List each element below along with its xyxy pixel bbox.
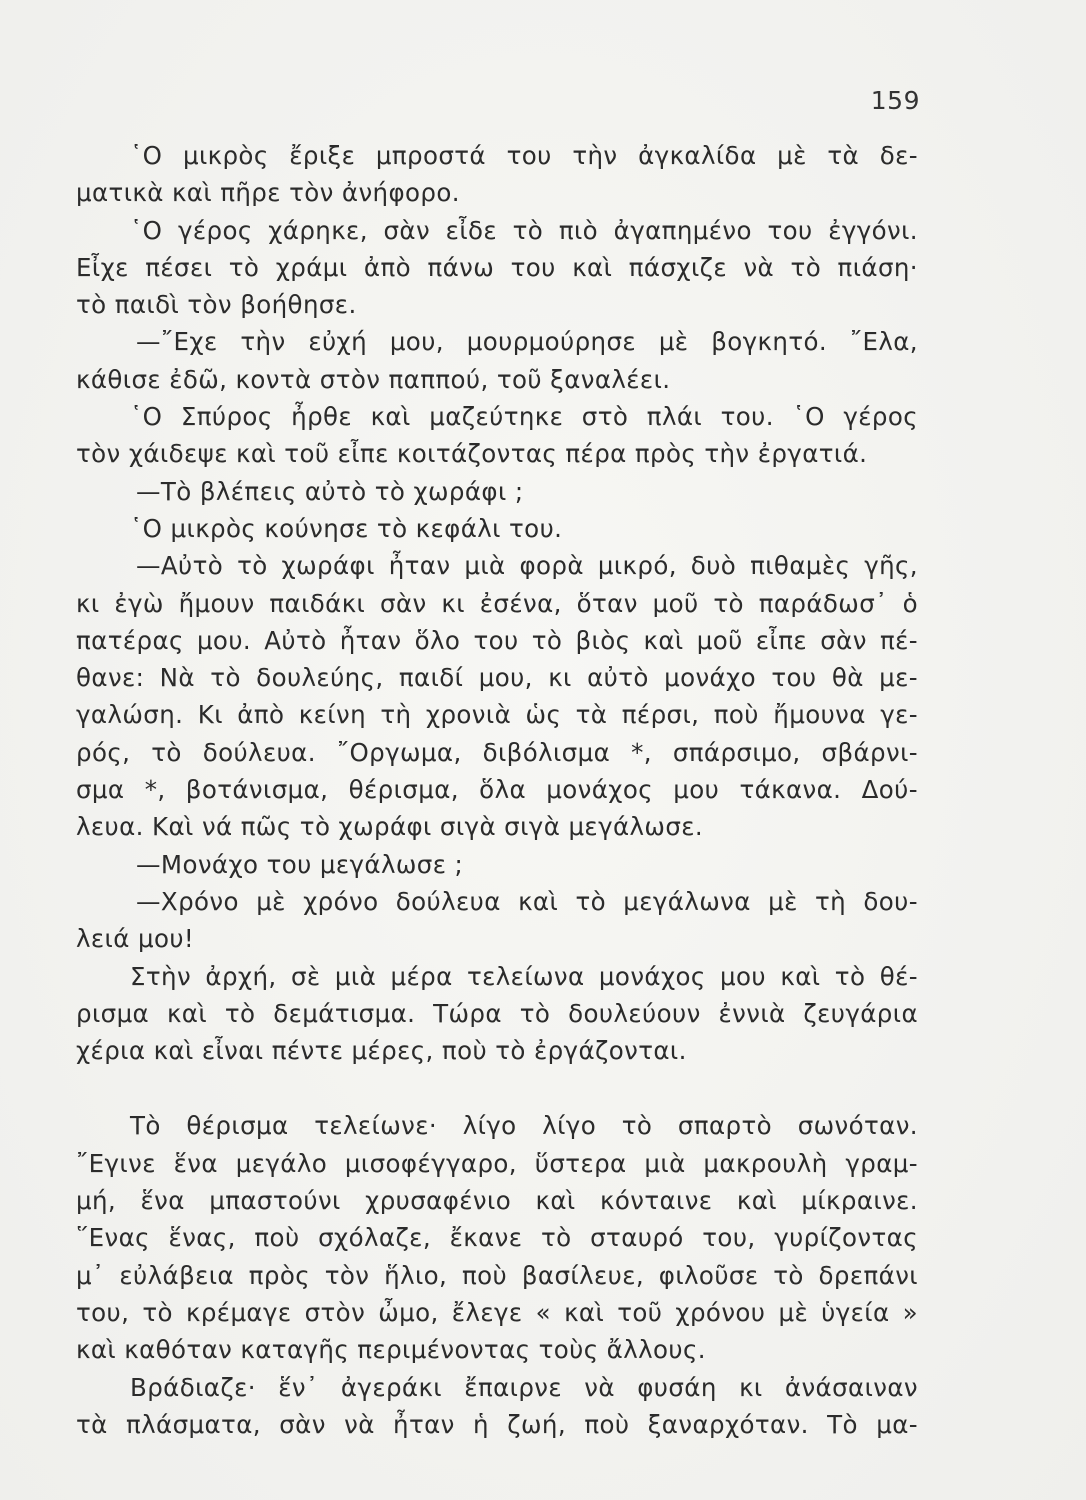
text-line: Βράδιαζε· ἕν᾽ ἀγεράκι ἔπαιρνε νὰ φυσάη κι ἀνάσαιναν	[130, 1372, 918, 1402]
text-line: τὰ πλάσματα, σὰν νὰ ἦταν ἡ ζωή, ποὺ ξαναρχόταν. Τὸ μα-	[76, 1409, 918, 1439]
text-line: μή, ἕνα μπαστούνι χρυσαφένιο καὶ κόνταινε καὶ μίκραινε.	[76, 1186, 918, 1216]
text-line: κάθισε ἐδῶ, κοντὰ στὸν παππού, τοῦ ξαναλέει.	[76, 364, 671, 394]
text-line: Εἶχε πέσει τὸ χράμι ἀπὸ πάνω του καὶ πάσχιζε νὰ τὸ πιάση·	[76, 252, 918, 282]
text-line: Στὴν ἀρχή, σὲ μιὰ μέρα τελείωνα μονάχος μου καὶ τὸ θέ-	[130, 961, 918, 991]
text-line: λευα. Καὶ νά πῶς τὸ χωράφι σιγὰ σιγὰ μεγάλωσε.	[76, 812, 704, 842]
text-line: ρός, τὸ δούλευα. ῎Οργωμα, διβόλισμα *, σπάρσιμο, σβάρνι-	[76, 737, 918, 767]
text-line: ῾Ο Σπύρος ἦρθε καὶ μαζεύτηκε στὸ πλάι του. ῾Ο γέρος	[130, 402, 918, 432]
text-line: μ᾽ εὐλάβεια πρὸς τὸν ἥλιο, ποὺ βασίλευε, φιλοῦσε τὸ δρεπάνι	[76, 1260, 918, 1290]
text-line: του, τὸ κρέμαγε στὸν ὦμο, ἔλεγε « καὶ τοῦ χρόνου μὲ ὑγεία »	[76, 1297, 918, 1327]
text-line: ματικὰ καὶ πῆρε τὸν ἀνήφορο.	[76, 178, 460, 208]
text-line: τὸν χάιδεψε καὶ τοῦ εἶπε κοιτάζοντας πέρα πρὸς τὴν ἐργατιά.	[76, 439, 868, 469]
text-line: —Μονάχο του μεγάλωσε ;	[136, 849, 464, 879]
text-line: —Χρόνο μὲ χρόνο δούλευα καὶ τὸ μεγάλωνα μὲ τὴ δου-	[136, 886, 918, 916]
text-line: λειά μου!	[76, 924, 195, 954]
text-line: —Αὐτὸ τὸ χωράφι ἦταν μιὰ φορὰ μικρό, δυὸ πιθαμὲς γῆς,	[136, 551, 918, 581]
text-line: ῾Ο μικρὸς ἔριξε μπροστά του τὴν ἀγκαλίδα μὲ τὰ δε-	[130, 141, 918, 170]
section-break	[76, 1069, 918, 1107]
text-line: καὶ καθόταν καταγῆς περιμένοντας τοὺς ἄλλους.	[76, 1335, 706, 1365]
text-line: —῎Εχε τὴν εὐχή μου, μουρμούρησε μὲ βογκητό. ῎Ελα,	[136, 327, 918, 357]
text-line: σμα *, βοτάνισμα, θέρισμα, ὅλα μονάχος μου τάκανα. Δού-	[76, 775, 918, 805]
body-text	[76, 137, 918, 1443]
text-line: ῾Ο μικρὸς κούνησε τὸ κεφάλι του.	[130, 513, 563, 543]
text-line: τὸ παιδὶ τὸν βοήθησε.	[76, 290, 357, 320]
page-number: 159	[870, 86, 920, 115]
text-line: ρισμα καὶ τὸ δεμάτισμα. Τώρα τὸ δουλεύουν ἐννιὰ ζευγάρια	[76, 998, 918, 1028]
text-line: ῞Ενας ἕνας, ποὺ σχόλαζε, ἔκανε τὸ σταυρό του, γυρίζοντας	[76, 1223, 918, 1253]
text-line: ῾Ο γέρος χάρηκε, σὰν εἶδε τὸ πιὸ ἀγαπημένο του ἐγγόνι.	[130, 215, 918, 245]
text-line: θανε: Νὰ τὸ δουλεύης, παιδί μου, κι αὐτὸ μονάχο του θὰ με-	[76, 663, 918, 693]
text-line: ῎Εγινε ἕνα μεγάλο μισοφέγγαρο, ὕστερα μιὰ μακρουλὴ γραμ-	[76, 1148, 918, 1178]
text-line: χέρια καὶ εἶναι πέντε μέρες, ποὺ τὸ ἐργάζονται.	[76, 1036, 687, 1066]
text-line: Τὸ θέρισμα τελείωνε· λίγο λίγο τὸ σπαρτὸ σωνόταν.	[130, 1111, 918, 1141]
text-line: —Τὸ βλέπεις αὐτὸ τὸ χωράφι ;	[136, 476, 524, 506]
text-line: πατέρας μου. Αὐτὸ ἦταν ὅλο του τὸ βιὸς καὶ μοῦ εἶπε σὰν πέ-	[76, 625, 918, 655]
text-line: κι ἐγὼ ἤμουν παιδάκι σὰν κι ἐσένα, ὅταν μοῦ τὸ παράδωσ᾽ ὁ	[76, 588, 918, 618]
text-line: γαλώση. Κι ἀπὸ κείνη τὴ χρονιὰ ὡς τὰ πέρσι, ποὺ ἤμουνα γε-	[76, 700, 918, 730]
